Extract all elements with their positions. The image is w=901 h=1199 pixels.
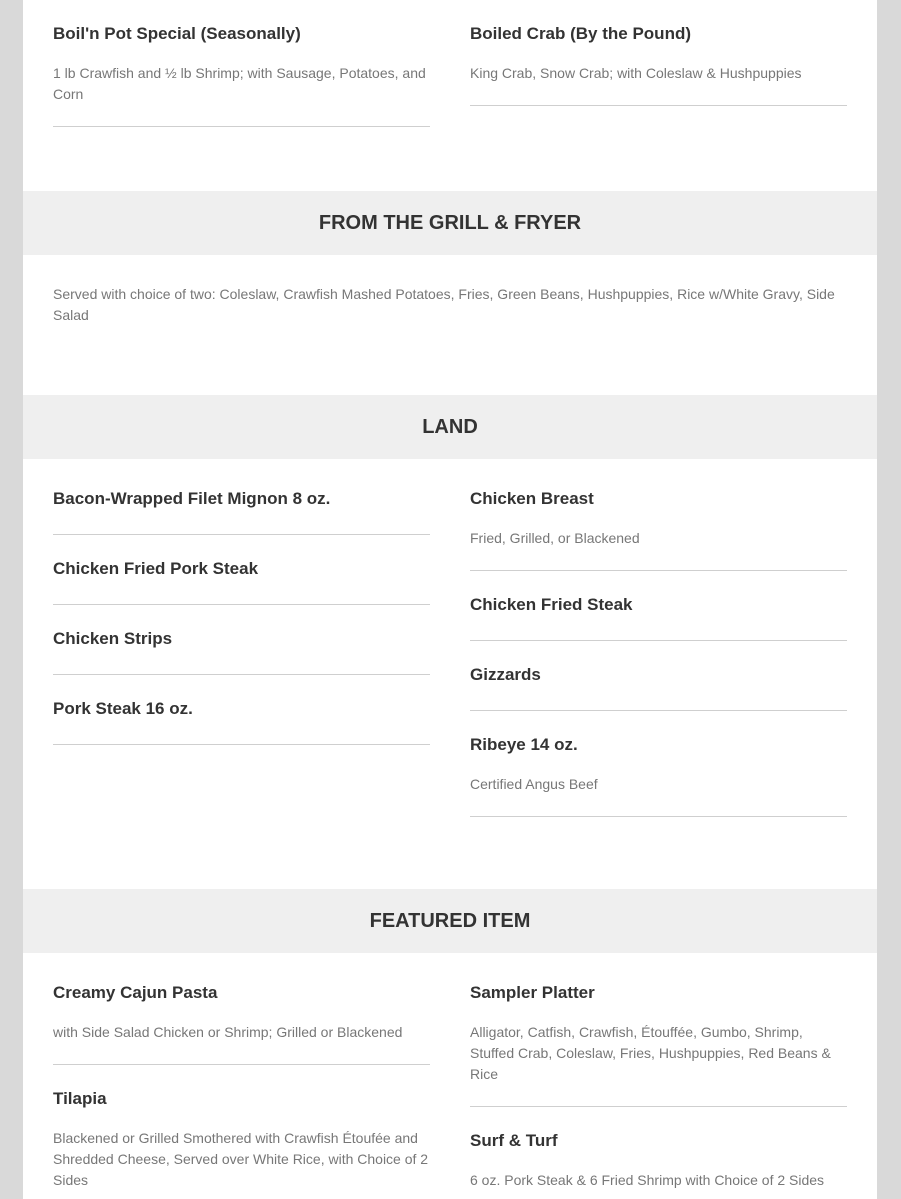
section-header-grill-fryer: FROM THE GRILL & FRYER (23, 191, 877, 255)
menu-item (470, 0, 847, 106)
menu-item-title: Surf & Turf (470, 1131, 558, 1150)
menu-item (470, 465, 847, 571)
menu-item-title: Tilapia (53, 1089, 107, 1108)
boil-left-column (53, 0, 430, 127)
menu-item (470, 641, 847, 711)
menu-item-description: 1 lb Crawfish and ½ lb Shrimp; with Sausage, Potatoes, and Corn (53, 65, 426, 102)
menu-item (53, 465, 430, 535)
menu-item-description: King Crab, Snow Crab; with Coleslaw & Hushpuppies (470, 65, 802, 81)
menu-item-title: Boil'n Pot Special (Seasonally) (53, 24, 301, 43)
menu-item (53, 1065, 430, 1199)
menu-item-title: Chicken Strips (53, 629, 173, 648)
menu-item-title: Chicken Fried Steak (470, 595, 633, 614)
menu-item (470, 959, 847, 1107)
sides-note: Served with choice of two: Coleslaw, Crawfish Mashed Potatoes, Fries, Green Beans, Hushpuppies, Rice w/White Gravy, Side Salad (53, 286, 835, 323)
menu-item (470, 571, 847, 641)
featured-right-column (470, 959, 847, 1199)
menu-item-description: 6 oz. Pork Steak & 6 Fried Shrimp with Choice of 2 Sides (470, 1172, 825, 1188)
menu-item-title: Gizzards (470, 665, 541, 684)
menu-item-description: Certified Angus Beef (470, 776, 598, 792)
menu-item-description: Alligator, Catfish, Crawfish, Étouffée, Gumbo, Shrimp, Stuffed Crab, Coleslaw, Fries, Hushpuppies, Red Beans & Rice (470, 1024, 831, 1082)
menu-item (53, 605, 430, 675)
menu-item (53, 959, 430, 1065)
featured-left-column (53, 959, 430, 1199)
menu-item (470, 1107, 847, 1199)
menu-item-title: Ribeye 14 oz. (470, 735, 578, 754)
menu-item-description: with Side Salad Chicken or Shrimp; Grilled or Blackened (53, 1024, 403, 1040)
menu-item (53, 0, 430, 127)
menu-item-description: Blackened or Grilled Smothered with Crawfish Étoufée and Shredded Cheese, Served over White Rice, with Choice of 2 Sides (53, 1130, 429, 1188)
menu-page (23, 0, 877, 1199)
menu-item (470, 711, 847, 817)
land-left-column (53, 465, 430, 745)
section-header-featured: FEATURED ITEM (23, 889, 877, 953)
menu-item (53, 675, 430, 745)
land-right-column (470, 465, 847, 817)
menu-item-title: Chicken Breast (470, 489, 594, 508)
menu-item-title: Creamy Cajun Pasta (53, 983, 218, 1002)
menu-item-title: Pork Steak 16 oz. (53, 699, 193, 718)
menu-item-title: Boiled Crab (By the Pound) (470, 24, 691, 43)
menu-item (53, 535, 430, 605)
menu-item-description: Fried, Grilled, or Blackened (470, 530, 640, 546)
menu-item-title: Bacon-Wrapped Filet Mignon 8 oz. (53, 489, 331, 508)
boil-right-column (470, 0, 847, 106)
menu-item-title: Sampler Platter (470, 983, 595, 1002)
section-header-land: LAND (23, 395, 877, 459)
menu-item-title: Chicken Fried Pork Steak (53, 559, 259, 578)
